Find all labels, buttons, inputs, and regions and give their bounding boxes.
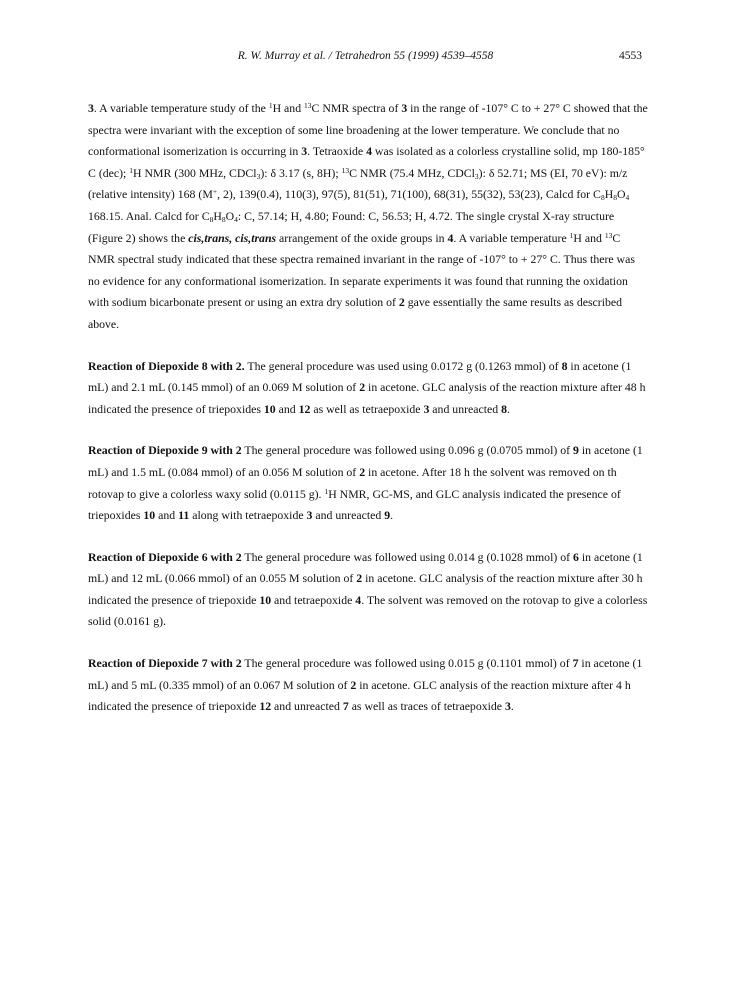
text-span: The general procedure was used using 0.0172 g (0.1263 mmol) of: [244, 358, 562, 373]
text-span: .: [510, 699, 514, 714]
text-span: .: [507, 401, 510, 416]
compound-ref: 11: [178, 508, 190, 523]
subscript: 8: [600, 193, 605, 203]
compound-ref: 3: [301, 144, 308, 159]
run-in-heading: Reaction of Diepoxide 8 with 2.: [88, 358, 245, 373]
text-span: . A variable temperature study of the: [93, 101, 269, 115]
text-span: H and: [272, 101, 305, 115]
run-in-heading: Reaction of Diepoxide 9 with 2: [88, 443, 242, 458]
text-span: The general procedure was followed using 0.014 g (0.1028 mmol) of: [241, 549, 574, 564]
text-span: H: [213, 208, 222, 223]
text-span: along with tetraepoxide: [189, 508, 307, 523]
compound-ref: 9: [573, 443, 579, 458]
subscript: 8: [613, 193, 617, 203]
compound-ref: 9: [384, 508, 391, 523]
text-span: O: [616, 187, 626, 202]
text-span: and: [155, 508, 179, 523]
superscript: 13: [341, 165, 350, 175]
text-span: in acetone (1 mL) and 12 mL (0.066 mmol) of an 0.055 M solution of: [88, 549, 643, 586]
text-span: in acetone. GLC analysis of the reaction mixture after 4 h indicated the presence of triepoxide: [88, 677, 631, 714]
text-span: The general procedure was followed using 0.015 g (0.1101 mmol) of: [241, 656, 573, 671]
text-span: H NMR, GC-MS, and GLC analysis indicated the presence of triepoxides: [88, 486, 621, 523]
compound-ref: 2: [359, 464, 366, 479]
superscript: 13: [304, 101, 312, 110]
compound-ref: 3: [401, 101, 408, 115]
text-span: . The solvent was removed on the rotovap to give a colorless solid (0.0161 g).: [88, 592, 648, 629]
compound-ref: 7: [342, 699, 349, 714]
text-span: arrangement of the oxide groups in: [276, 230, 448, 245]
paragraph-reaction-diepoxide-9: [88, 440, 648, 526]
text-span: : C, 57.14; H, 4.80; Found: C, 56.53; H, 4.72. The single crystal X-ray structure (Figure 2) shows the: [88, 208, 615, 245]
subscript: 8: [209, 214, 214, 224]
paragraph-reaction-diepoxide-8: [88, 356, 648, 421]
compound-ref: 10: [143, 508, 156, 523]
text-span: was isolated as a colorless crystalline solid, mp 180-185° C (dec);: [88, 144, 645, 180]
compound-ref: 3: [88, 101, 94, 115]
text-span: H NMR (300 MHz, CDCl: [133, 165, 257, 180]
superscript: 13: [604, 230, 613, 240]
subscript: 4: [234, 214, 238, 224]
paragraph-reaction-diepoxide-6: [88, 547, 648, 633]
text-span: and unreacted: [312, 508, 385, 523]
text-span: ): δ 52.71; MS (EI, 70 eV): m/z (relative intensity) 168 (M: [88, 165, 628, 202]
compound-ref: 8: [561, 358, 568, 373]
text-span: H and: [573, 230, 605, 245]
compound-ref: 12: [298, 401, 311, 416]
compound-ref: 3: [423, 401, 430, 416]
text-span: in acetone (1 mL) and 1.5 mL (0.084 mmol) of an 0.056 M solution of: [88, 443, 643, 479]
run-in-heading: Reaction of Diepoxide 7 with 2: [88, 656, 242, 671]
subscript: 3: [256, 171, 261, 181]
text-span: and unreacted: [429, 401, 502, 416]
text-span: , 2), 139(0.4), 110(3), 97(5), 81(51), 71(100), 68(31), 55(32), 53(23), Calcd for C: [217, 187, 601, 202]
superscript: 1: [129, 165, 134, 175]
text-span: . A variable temperature: [453, 230, 570, 245]
text-span: in acetone. GLC analysis of the reaction mixture after 30 h indicated the presence of triepoxide: [88, 571, 643, 607]
text-span: as well as traces of tetraepoxide: [348, 699, 505, 714]
compound-ref: 12: [259, 699, 272, 714]
superscript: 1: [324, 486, 329, 496]
paragraph-reaction-diepoxide-7: [88, 653, 648, 718]
compound-ref: 10: [263, 401, 276, 416]
compound-ref: 2: [398, 295, 405, 310]
text-span: 168.15. Anal. Calcd for C: [88, 208, 210, 223]
compound-ref: 2: [350, 677, 357, 692]
superscript: +: [212, 187, 218, 197]
running-head: R. W. Murray et al. / Tetrahedron 55 (1999) 4539–4558: [237, 50, 494, 62]
text-span: in acetone (1 mL) and 2.1 mL (0.145 mmol) of an 0.069 M solution of: [88, 358, 632, 395]
text-span: in acetone (1 mL) and 5 mL (0.335 mmol) of an 0.067 M solution of: [88, 656, 643, 692]
text-span: C NMR spectra of: [311, 101, 402, 115]
text-span: O: [225, 208, 235, 223]
compound-ref: 7: [572, 656, 579, 671]
compound-ref: 4: [355, 592, 362, 607]
text-span: H: [604, 187, 614, 202]
paragraph-tetraoxide-characterization: [88, 98, 648, 336]
text-span: C NMR (75.4 MHz, CDCl: [349, 165, 475, 180]
page-header: [0, 50, 731, 66]
compound-ref: 3: [505, 699, 511, 714]
text-span: .: [390, 508, 394, 523]
text-span: ): δ 3.17 (s, 8H);: [260, 165, 342, 180]
text-span: as well as tetraepoxide: [310, 401, 424, 416]
stereo-descriptor: cis,trans, cis,trans: [188, 230, 277, 245]
text-span: in the range of -107° C to + 27° C showed that the spectra were invariant with the exception of some line broadening at the lower temperature. We conclude that no conformational isomerization is occurring in: [88, 101, 648, 159]
compound-ref: 10: [259, 592, 272, 607]
run-in-heading: Reaction of Diepoxide 6 with 2: [88, 549, 242, 564]
page-number: 4553: [619, 50, 642, 62]
text-span: C NMR spectral study indicated that these spectra remained invariant in the range of -107° to + 27° C. Thus there was no evidence for any conformational isomerization. In separate experiments it was found that running the oxidation with sodium bicarbonate present or using an extra dry solution of: [88, 230, 635, 310]
text-span: . Tetraoxide: [307, 144, 367, 159]
article-body: [88, 98, 648, 738]
superscript: 1: [569, 230, 574, 240]
text-span: gave essentially the same results as described above.: [88, 295, 623, 331]
text-span: and unreacted: [271, 699, 343, 714]
compound-ref: 8: [501, 401, 507, 416]
compound-ref: 4: [366, 144, 372, 159]
subscript: 3: [474, 171, 479, 181]
text-span: The general procedure was followed using 0.096 g (0.0705 mmol) of: [241, 443, 574, 458]
compound-ref: 4: [447, 230, 454, 245]
subscript: 8: [221, 214, 226, 224]
subscript: 4: [625, 193, 630, 203]
superscript: 1: [268, 101, 273, 110]
text-span: in acetone. After 18 h the solvent was removed on th rotovap to give a colorless waxy solid (0.0115 g).: [88, 464, 617, 501]
compound-ref: 6: [573, 549, 579, 564]
compound-ref: 2: [356, 571, 363, 586]
text-span: in acetone. GLC analysis of the reaction mixture after 48 h indicated the presence of triepoxides: [88, 380, 646, 416]
compound-ref: 2: [359, 380, 366, 395]
text-span: and tetraepoxide: [271, 592, 356, 607]
text-span: and: [275, 401, 299, 416]
compound-ref: 3: [306, 508, 313, 523]
